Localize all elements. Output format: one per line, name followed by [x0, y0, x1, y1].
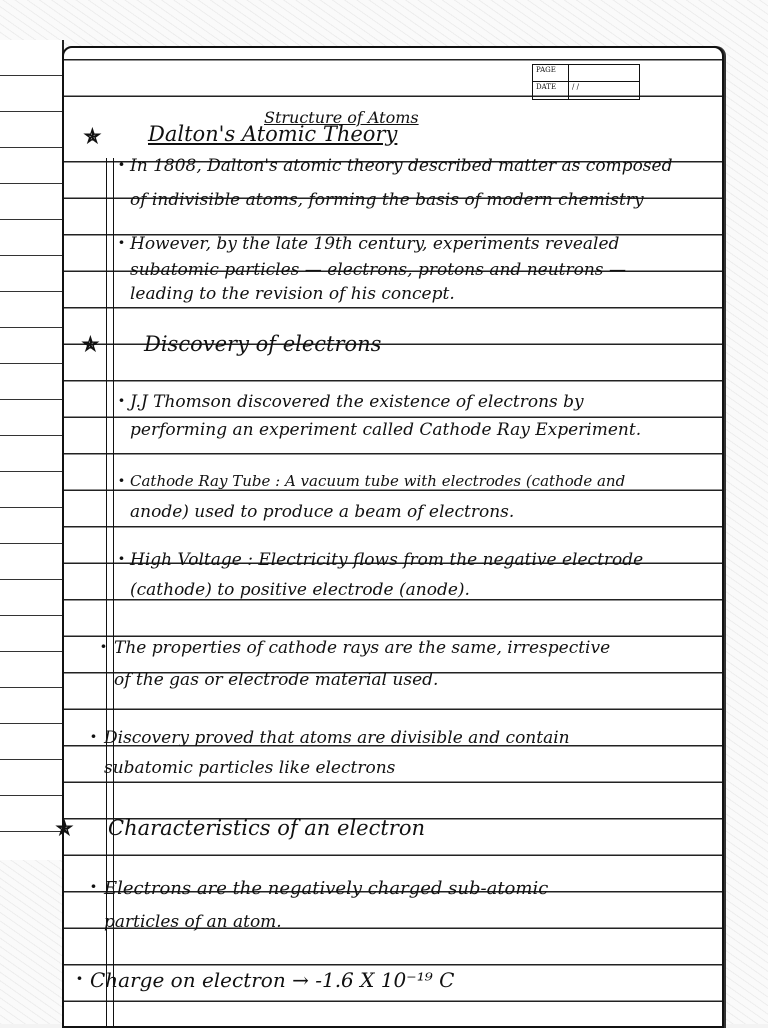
date-label: DATE — [533, 82, 569, 99]
bullet-icon: · — [100, 634, 107, 658]
bullet-icon: · — [118, 152, 125, 176]
note-line: performing an experiment called Cathode Ray Experiment. — [130, 420, 642, 440]
note-line: However, by the late 19th century, experiments revealed — [130, 234, 620, 254]
star-icon: ✯ — [84, 124, 101, 148]
facing-page-edge — [0, 40, 64, 860]
note-line: subatomic particles — electrons, protons and neutrons — — [130, 260, 626, 280]
date-value: / / — [572, 83, 579, 91]
note-line: particles of an atom. — [104, 912, 282, 932]
star-icon: ✯ — [56, 816, 73, 840]
page-number-field — [569, 65, 639, 82]
note-line: In 1808, Dalton's atomic theory described matter as composed — [130, 156, 673, 176]
bullet-icon: · — [118, 388, 125, 412]
page-label: PAGE — [533, 65, 569, 82]
note-line: Cathode Ray Tube : A vacuum tube with electrodes (cathode and — [130, 472, 626, 490]
note-line: of the gas or electrode material used. — [114, 670, 439, 690]
notebook-page — [56, 46, 724, 1028]
page-title: Structure of Atoms — [264, 108, 419, 127]
note-line: The properties of cathode rays are the same, irrespective — [114, 638, 611, 658]
section-heading-characteristics: Characteristics of an electron — [108, 816, 425, 840]
note-line: (cathode) to positive electrode (anode). — [130, 580, 470, 600]
section-heading-dalton: Dalton's Atomic Theory — [148, 122, 398, 146]
bullet-icon: · — [90, 874, 97, 898]
note-line: J.J Thomson discovered the existence of electrons by — [130, 392, 584, 412]
bullet-icon: · — [90, 724, 97, 748]
note-line: Charge on electron → -1.6 X 10⁻¹⁹ C — [90, 968, 455, 992]
bullet-icon: · — [118, 468, 125, 492]
section-heading-discovery: Discovery of electrons — [144, 332, 382, 356]
note-line: Electrons are the negatively charged sub-atomic — [104, 878, 549, 899]
bullet-icon: · — [118, 230, 125, 254]
note-line: of indivisible atoms, forming the basis of modern chemistry — [130, 190, 644, 210]
note-line: leading to the revision of his concept. — [130, 284, 455, 304]
bullet-icon: · — [76, 966, 83, 990]
star-icon: ✯ — [82, 332, 99, 356]
bullet-icon: · — [118, 546, 125, 570]
note-line: anode) used to produce a beam of electrons. — [130, 502, 515, 522]
note-line: Discovery proved that atoms are divisible and contain — [104, 728, 570, 748]
note-line: subatomic particles like electrons — [104, 758, 396, 778]
page-date-box — [532, 64, 640, 100]
note-line: High Voltage : Electricity flows from the negative electrode — [130, 550, 644, 570]
